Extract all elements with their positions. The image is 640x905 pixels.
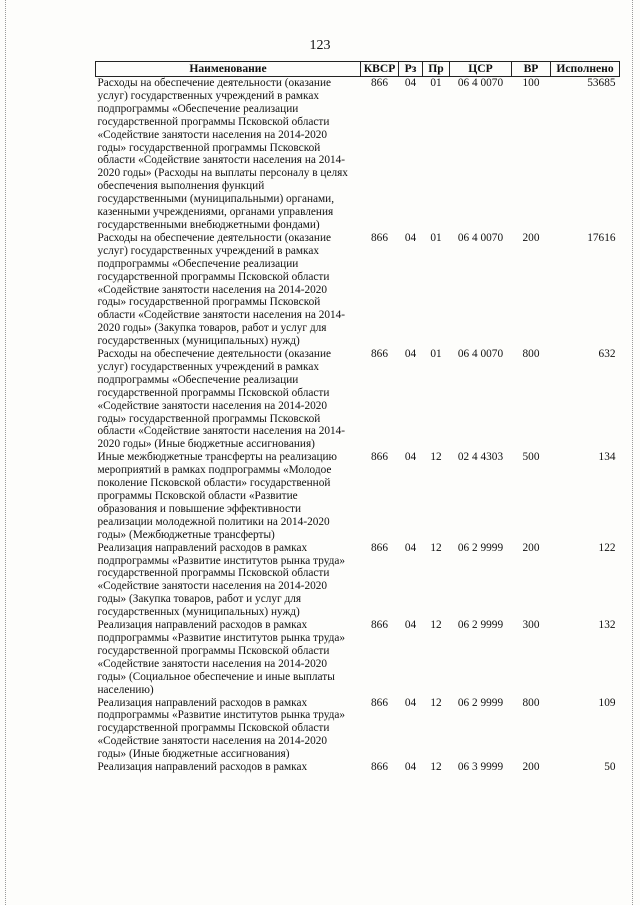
row-name: Реализация направлений расходов в рамках подпрограммы «Развитие институтов рынка труда» государственной программы Псковской области «Содействие занятости населения на 2014-2020 годы» (Социальное обеспечение и иные выплаты населению) — [97, 619, 346, 696]
row-rz: 04 — [404, 231, 417, 244]
row-name: Реализация направлений расходов в рамках подпрограммы «Развитие институтов рынка труда» государственной программы Псковской области «Содействие занятости населения на 2014-2020 годы» (Закупка товаров, работ и услуг для государственных (муниципальных) нужд) — [97, 541, 346, 619]
row-vr: 200 — [522, 761, 540, 774]
row-rz: 04 — [404, 77, 417, 89]
table-row — [96, 77, 620, 232]
row-rz: 04 — [404, 348, 417, 361]
table-row — [96, 232, 620, 348]
right-scan-edge — [632, 0, 634, 905]
header-csr: ЦСР — [450, 62, 512, 77]
row-csr: 02 4 4303 — [457, 451, 504, 464]
row-amount: 132 — [598, 619, 616, 632]
row-vr: 200 — [522, 231, 540, 244]
row-pr: 01 — [430, 348, 442, 361]
row-kvsr: 866 — [371, 348, 388, 361]
row-name: Расходы на обеспечение деятельности (оказание услуг) государственных учреждений в рамках подпрограммы «Обеспечение реализации государственной программы Псковской области «Содействие занятости населения на 2014-2020 годы» государственной программы Псковской области «Содействие занятости населения на 2014-2020 годы» (Иные бюджетные ассигнования) — [97, 348, 346, 451]
row-csr: 06 4 0070 — [457, 231, 504, 244]
row-kvsr: 866 — [371, 619, 388, 632]
row-name: Реализация направлений расходов в рамках — [97, 761, 308, 774]
table-header-row — [96, 62, 620, 77]
row-kvsr: 866 — [371, 696, 388, 709]
row-csr: 06 4 0070 — [457, 77, 504, 89]
header-amount: Исполнено — [551, 62, 620, 77]
row-amount: 53685 — [587, 77, 616, 89]
row-vr: 500 — [522, 451, 540, 464]
row-rz: 04 — [404, 541, 417, 554]
row-rz: 04 — [404, 451, 417, 464]
row-kvsr: 866 — [371, 761, 388, 774]
left-scan-edge — [5, 0, 7, 905]
row-name: Реализация направлений расходов в рамках подпрограммы «Развитие институтов рынка труда» государственной программы Псковской области «Содействие занятости населения на 2014-2020 годы» (Иные бюджетные ассигнования) — [97, 696, 346, 761]
row-amount: 50 — [604, 761, 616, 774]
header-vr: ВР — [512, 62, 551, 77]
row-name: Расходы на обеспечение деятельности (оказание услуг) государственных учреждений в рамках подпрограммы «Обеспечение реализации государственной программы Псковской области «Содействие занятости населения на 2014-2020 годы» государственной программы Псковской области «Содействие занятости населения на 2014-2020 годы» (Закупка товаров, работ и услуг для государственных (муниципальных) нужд) — [97, 231, 346, 348]
row-vr: 200 — [522, 541, 540, 554]
row-amount: 134 — [598, 451, 616, 464]
row-name: Расходы на обеспечение деятельности (оказание услуг) государственных учреждений в рамках подпрограммы «Обеспечение реализации государственной программы Псковской области «Содействие занятости населения на 2014-2020 годы» государственной программы Псковской области «Содействие занятости населения на 2014-2020 годы» (Расходы на выплаты персоналу в целях обеспечения выполнения функций государственными (муниципальными) органами, казенными учреждениями, органами управления государственными внебюджетными фондами) — [97, 77, 348, 231]
row-kvsr: 866 — [371, 231, 388, 244]
row-amount: 122 — [598, 541, 616, 554]
row-rz: 04 — [404, 619, 417, 632]
row-csr: 06 4 0070 — [457, 348, 504, 361]
row-name: Иные межбюджетные трансферты на реализацию мероприятий в рамках подпрограммы «Молодое поколение Псковской области» государственной программы Псковской области «Развитие образования и повышение эффективности реализации молодежной политики на 2014-2020 годы» (Межбюджетные трансферты) — [97, 451, 338, 541]
row-csr: 06 3 9999 — [457, 761, 504, 774]
row-csr: 06 2 9999 — [457, 541, 504, 554]
row-pr: 12 — [430, 761, 442, 774]
row-amount: 109 — [598, 696, 616, 709]
table-row — [96, 761, 620, 774]
row-pr: 01 — [430, 231, 442, 244]
header-kvsr: КВСР — [361, 62, 399, 77]
header-rz: Рз — [399, 62, 423, 77]
row-pr: 12 — [430, 541, 442, 554]
table-row — [96, 451, 620, 541]
row-rz: 04 — [404, 761, 417, 774]
row-csr: 06 2 9999 — [457, 696, 504, 709]
row-pr: 12 — [430, 619, 442, 632]
budget-table — [95, 61, 620, 774]
table-row — [96, 619, 620, 696]
row-csr: 06 2 9999 — [457, 619, 504, 632]
row-pr: 01 — [430, 77, 442, 89]
table-row — [96, 697, 620, 762]
row-rz: 04 — [404, 696, 417, 709]
row-pr: 12 — [430, 696, 442, 709]
row-vr: 800 — [522, 348, 540, 361]
row-kvsr: 866 — [371, 451, 388, 464]
row-pr: 12 — [430, 451, 442, 464]
row-kvsr: 866 — [371, 77, 388, 89]
row-amount: 632 — [598, 348, 616, 361]
page-number: 123 — [309, 38, 331, 53]
row-vr: 100 — [522, 77, 540, 89]
row-vr: 300 — [522, 619, 540, 632]
table-row — [96, 348, 620, 451]
table-row — [96, 542, 620, 619]
row-vr: 800 — [522, 696, 540, 709]
row-kvsr: 866 — [371, 541, 388, 554]
header-name: Наименование — [96, 62, 361, 77]
row-amount: 17616 — [587, 231, 616, 244]
header-pr: Пр — [423, 62, 450, 77]
